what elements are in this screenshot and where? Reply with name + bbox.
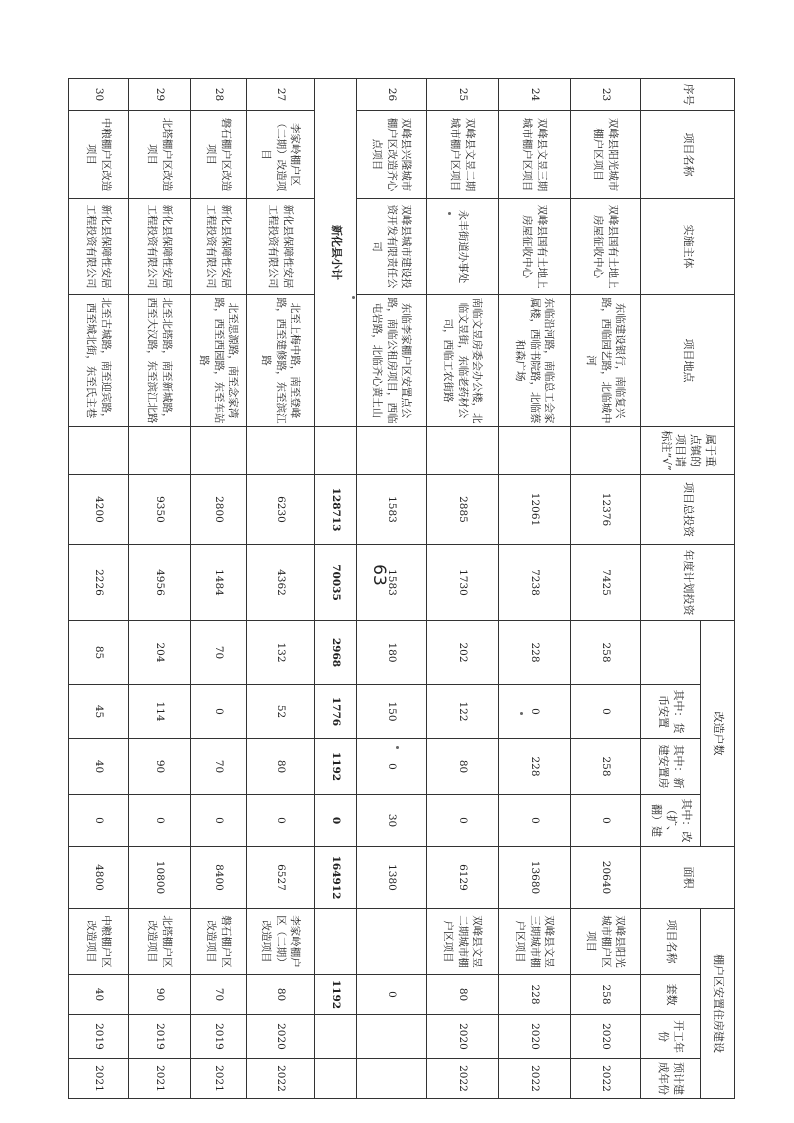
cell-households: 202 — [427, 621, 499, 685]
cell-project-name: 李家岭棚户区（二期）改造项目 — [247, 111, 315, 199]
cell-project-name: 双峰县兴隆城市棚户区改造齐心点项目 — [357, 111, 427, 199]
cell-start-year: 2020 — [499, 1015, 571, 1059]
cell-sub-name: 双峰县文昱三期城市棚户区项目 — [499, 909, 571, 975]
cell-new-build: 40 — [69, 739, 129, 795]
cell-renovate: 0 — [247, 795, 315, 847]
cell-sub-name: 李家岭棚户区（二期）改造项目 — [247, 909, 315, 975]
subtotal-total: 128713 — [315, 475, 357, 545]
scan-speck — [352, 296, 355, 299]
cell-new-build: 80 — [427, 739, 499, 795]
cell-finish-year: 2021 — [69, 1059, 129, 1099]
cell-total-invest: 2800 — [191, 475, 247, 545]
cell-key-town — [499, 427, 571, 475]
cell-annual-invest: 7238 — [499, 545, 571, 621]
cell-seq: 26 — [357, 79, 427, 111]
header-implementer: 实施主体 — [641, 199, 735, 295]
subtotal-cash: 1776 — [315, 685, 357, 739]
cell-cash: 0 — [499, 685, 571, 739]
cell-sub-name — [357, 909, 427, 975]
cell-households: 70 — [191, 621, 247, 685]
cell-finish-year: 2021 — [129, 1059, 191, 1099]
cell-renovate: 0 — [499, 795, 571, 847]
cell-project-name: 双峰县阳光城市棚户区项目 — [571, 111, 641, 199]
cell-total-invest: 12061 — [499, 475, 571, 545]
cell-new-build: 228 — [499, 739, 571, 795]
cell-finish-year: 2022 — [571, 1059, 641, 1099]
cell-start-year: 2019 — [191, 1015, 247, 1059]
cell-annual-invest: 1583 — [357, 545, 427, 621]
cell-sets: 70 — [191, 975, 247, 1015]
table-row — [69, 79, 129, 1099]
cell-seq: 28 — [191, 79, 247, 111]
cell-households: 132 — [247, 621, 315, 685]
cell-renovate: 0 — [191, 795, 247, 847]
cell-key-town — [571, 427, 641, 475]
cell-annual-invest: 2226 — [69, 545, 129, 621]
cell-location: 北至古城路，南至迎宾路，西至城北街，东至氏主巷 — [69, 295, 129, 427]
cell-total-invest: 4200 — [69, 475, 129, 545]
cell-area: 6129 — [427, 847, 499, 909]
cell-finish-year: 2021 — [191, 1059, 247, 1099]
table-row — [357, 79, 427, 1099]
cell-households: 258 — [571, 621, 641, 685]
cell-sets: 40 — [69, 975, 129, 1015]
cell-total-invest: 6230 — [247, 475, 315, 545]
header-finish-year: 预计建成年份 — [641, 1059, 701, 1099]
header-shantytown-group: 棚户区安置住房建设 — [701, 909, 735, 1099]
header-cash: 其中：货币安置 — [641, 685, 701, 739]
cell-sets: 258 — [571, 975, 641, 1015]
cell-renovate: 30 — [357, 795, 427, 847]
header-key-town: 属于重点镇的项目请标注“√” — [641, 427, 735, 475]
cell-annual-invest: 4362 — [247, 545, 315, 621]
cell-location: 南临文昱房委会办公楼，北临文昱街，东临老药材公司，西临工农街路 — [427, 295, 499, 427]
header-project-name: 项目名称 — [641, 111, 735, 199]
cell-key-town — [247, 427, 315, 475]
cell-location: 北至上梅中路，南至登峰路，西至建修路，东至滨江路 — [247, 295, 315, 427]
cell-key-town — [129, 427, 191, 475]
cell-implementer: 新化县保障性安居工程投资有限公司 — [247, 199, 315, 295]
cell-key-town — [427, 427, 499, 475]
cell-seq: 30 — [69, 79, 129, 111]
cell-households: 228 — [499, 621, 571, 685]
cell-new-build: 90 — [129, 739, 191, 795]
cell-start-year: 2019 — [129, 1015, 191, 1059]
subtotal-households: 2968 — [315, 621, 357, 685]
scan-speck — [396, 746, 399, 749]
cell-start-year — [357, 1015, 427, 1059]
header-seq: 序号 — [641, 79, 735, 111]
cell-location: 东临沿河路，南临总工会家属楼，西临书院路，北临蔡和森广场 — [499, 295, 571, 427]
cell-implementer: 双峰县国有土地上房屋征收中心 — [499, 199, 571, 295]
cell-renovate: 0 — [69, 795, 129, 847]
cell-sets: 0 — [357, 975, 427, 1015]
cell-sets: 80 — [247, 975, 315, 1015]
subtotal-row — [315, 79, 357, 1099]
cell-seq: 29 — [129, 79, 191, 111]
scan-speck — [448, 212, 451, 215]
cell-start-year: 2019 — [69, 1015, 129, 1059]
cell-cash: 0 — [571, 685, 641, 739]
cell-total-invest: 12376 — [571, 475, 641, 545]
cell-implementer: 新化县保障性安居工程投资有限公司 — [191, 199, 247, 295]
cell-implementer: 双峰县国有土地上房屋征收中心 — [571, 199, 641, 295]
cell-cash: 150 — [357, 685, 427, 739]
cell-total-invest: 9350 — [129, 475, 191, 545]
cell-finish-year: 2022 — [499, 1059, 571, 1099]
subtotal-label: 新化县小计 — [315, 79, 357, 427]
header-renovate: 其中：改（扩、翻）建 — [641, 795, 701, 847]
cell-finish-year: 2022 — [247, 1059, 315, 1099]
cell-seq: 27 — [247, 79, 315, 111]
cell-new-build: 80 — [247, 739, 315, 795]
cell-sub-name: 双峰县文昱二期城市棚户区项目 — [427, 909, 499, 975]
cell-sub-name: 双峰县阳光城市棚户区项目 — [571, 909, 641, 975]
cell-finish-year: 2022 — [427, 1059, 499, 1099]
cell-area: 8400 — [191, 847, 247, 909]
cell-sub-name: 中粮棚户区改造项目 — [69, 909, 129, 975]
cell-total-invest: 2885 — [427, 475, 499, 545]
subtotal-new: 1192 — [315, 739, 357, 795]
cell-implementer: 双峰县城市建设投资开发有限责任公司 — [357, 199, 427, 295]
cell-seq: 23 — [571, 79, 641, 111]
cell-area: 10800 — [129, 847, 191, 909]
cell-renovate: 0 — [571, 795, 641, 847]
cell-start-year: 2020 — [247, 1015, 315, 1059]
cell-cash: 45 — [69, 685, 129, 739]
cell-cash: 52 — [247, 685, 315, 739]
cell-project-name: 北塔棚户区改造项目 — [129, 111, 191, 199]
header-sets: 套数 — [641, 975, 701, 1015]
cell-annual-invest: 7425 — [571, 545, 641, 621]
cell-renovate: 0 — [427, 795, 499, 847]
table-row — [571, 79, 641, 1099]
cell-seq: 24 — [499, 79, 571, 111]
cell-project-name: 双峰县文昱二期城市棚户区项目 — [427, 111, 499, 199]
cell-seq: 25 — [427, 79, 499, 111]
cell-start-year: 2020 — [571, 1015, 641, 1059]
project-table — [68, 78, 735, 1099]
subtotal-annual: 70035 — [315, 545, 357, 621]
subtotal-renovate: 0 — [315, 795, 357, 847]
cell-area: 13680 — [499, 847, 571, 909]
header-sub-name: 项目名称 — [641, 909, 701, 975]
cell-total-invest: 1583 — [357, 475, 427, 545]
table-row — [129, 79, 191, 1099]
cell-annual-invest: 4956 — [129, 545, 191, 621]
cell-finish-year — [357, 1059, 427, 1099]
page-number: 63 — [368, 564, 389, 586]
cell-start-year: 2020 — [427, 1015, 499, 1059]
header-annual-invest: 年度计划投资 — [641, 545, 735, 621]
subtotal-sets: 1192 — [315, 975, 357, 1015]
table-row — [191, 79, 247, 1099]
cell-project-name: 双峰县文昱三期城市棚户区项目 — [499, 111, 571, 199]
cell-area: 1380 — [357, 847, 427, 909]
cell-area: 20640 — [571, 847, 641, 909]
cell-location: 东临李家棚户区安置点公路，南临公租房项目，西临屯岩路，北临齐心黄土山 — [357, 295, 427, 427]
header-new-build: 其中：新建安置房 — [641, 739, 701, 795]
table-row — [427, 79, 499, 1099]
cell-area: 4800 — [69, 847, 129, 909]
cell-new-build: 70 — [191, 739, 247, 795]
cell-project-name: 磐石棚户区改造项目 — [191, 111, 247, 199]
cell-implementer: 永丰街道办事处 — [427, 199, 499, 295]
cell-sets: 80 — [427, 975, 499, 1015]
cell-households: 204 — [129, 621, 191, 685]
cell-sets: 228 — [499, 975, 571, 1015]
cell-location: 北至思源路，南至念家湾路，西至西园路，东至车站路 — [191, 295, 247, 427]
table-row — [247, 79, 315, 1099]
cell-sub-name: 北塔棚户区改造项目 — [129, 909, 191, 975]
subtotal-area: 164912 — [315, 847, 357, 909]
cell-households: 85 — [69, 621, 129, 685]
cell-implementer: 新化县保障性安居工程投资有限公司 — [129, 199, 191, 295]
header-households — [641, 621, 701, 685]
rotated-table-container — [85, 78, 735, 1098]
cell-location: 北至北塔路，南至新城路，西至大汉路，东至滨江北路 — [129, 295, 191, 427]
cell-key-town — [69, 427, 129, 475]
table-row — [499, 79, 571, 1099]
cell-households: 180 — [357, 621, 427, 685]
cell-cash: 0 — [191, 685, 247, 739]
cell-cash: 114 — [129, 685, 191, 739]
cell-cash: 122 — [427, 685, 499, 739]
header-area: 面积 — [641, 847, 735, 909]
header-location: 项目地点 — [641, 295, 735, 427]
scan-speck — [520, 712, 523, 715]
cell-location: 东临建设银行，南临复兴路，西临园艺路，北临城中河 — [571, 295, 641, 427]
cell-renovate: 0 — [129, 795, 191, 847]
cell-area: 6527 — [247, 847, 315, 909]
cell-annual-invest: 1730 — [427, 545, 499, 621]
header-total-invest: 项目总投资 — [641, 475, 735, 545]
cell-implementer: 新化县保障性安居工程投资有限公司 — [69, 199, 129, 295]
cell-sets: 90 — [129, 975, 191, 1015]
cell-key-town — [191, 427, 247, 475]
header-households-group: 改造户数 — [701, 621, 735, 847]
cell-key-town — [357, 427, 427, 475]
cell-new-build: 0 — [357, 739, 427, 795]
cell-new-build: 258 — [571, 739, 641, 795]
cell-annual-invest: 1484 — [191, 545, 247, 621]
header-start-year: 开工年份 — [641, 1015, 701, 1059]
cell-sub-name: 磐石棚户区改造项目 — [191, 909, 247, 975]
cell-project-name: 中粮棚户区改造项目 — [69, 111, 129, 199]
